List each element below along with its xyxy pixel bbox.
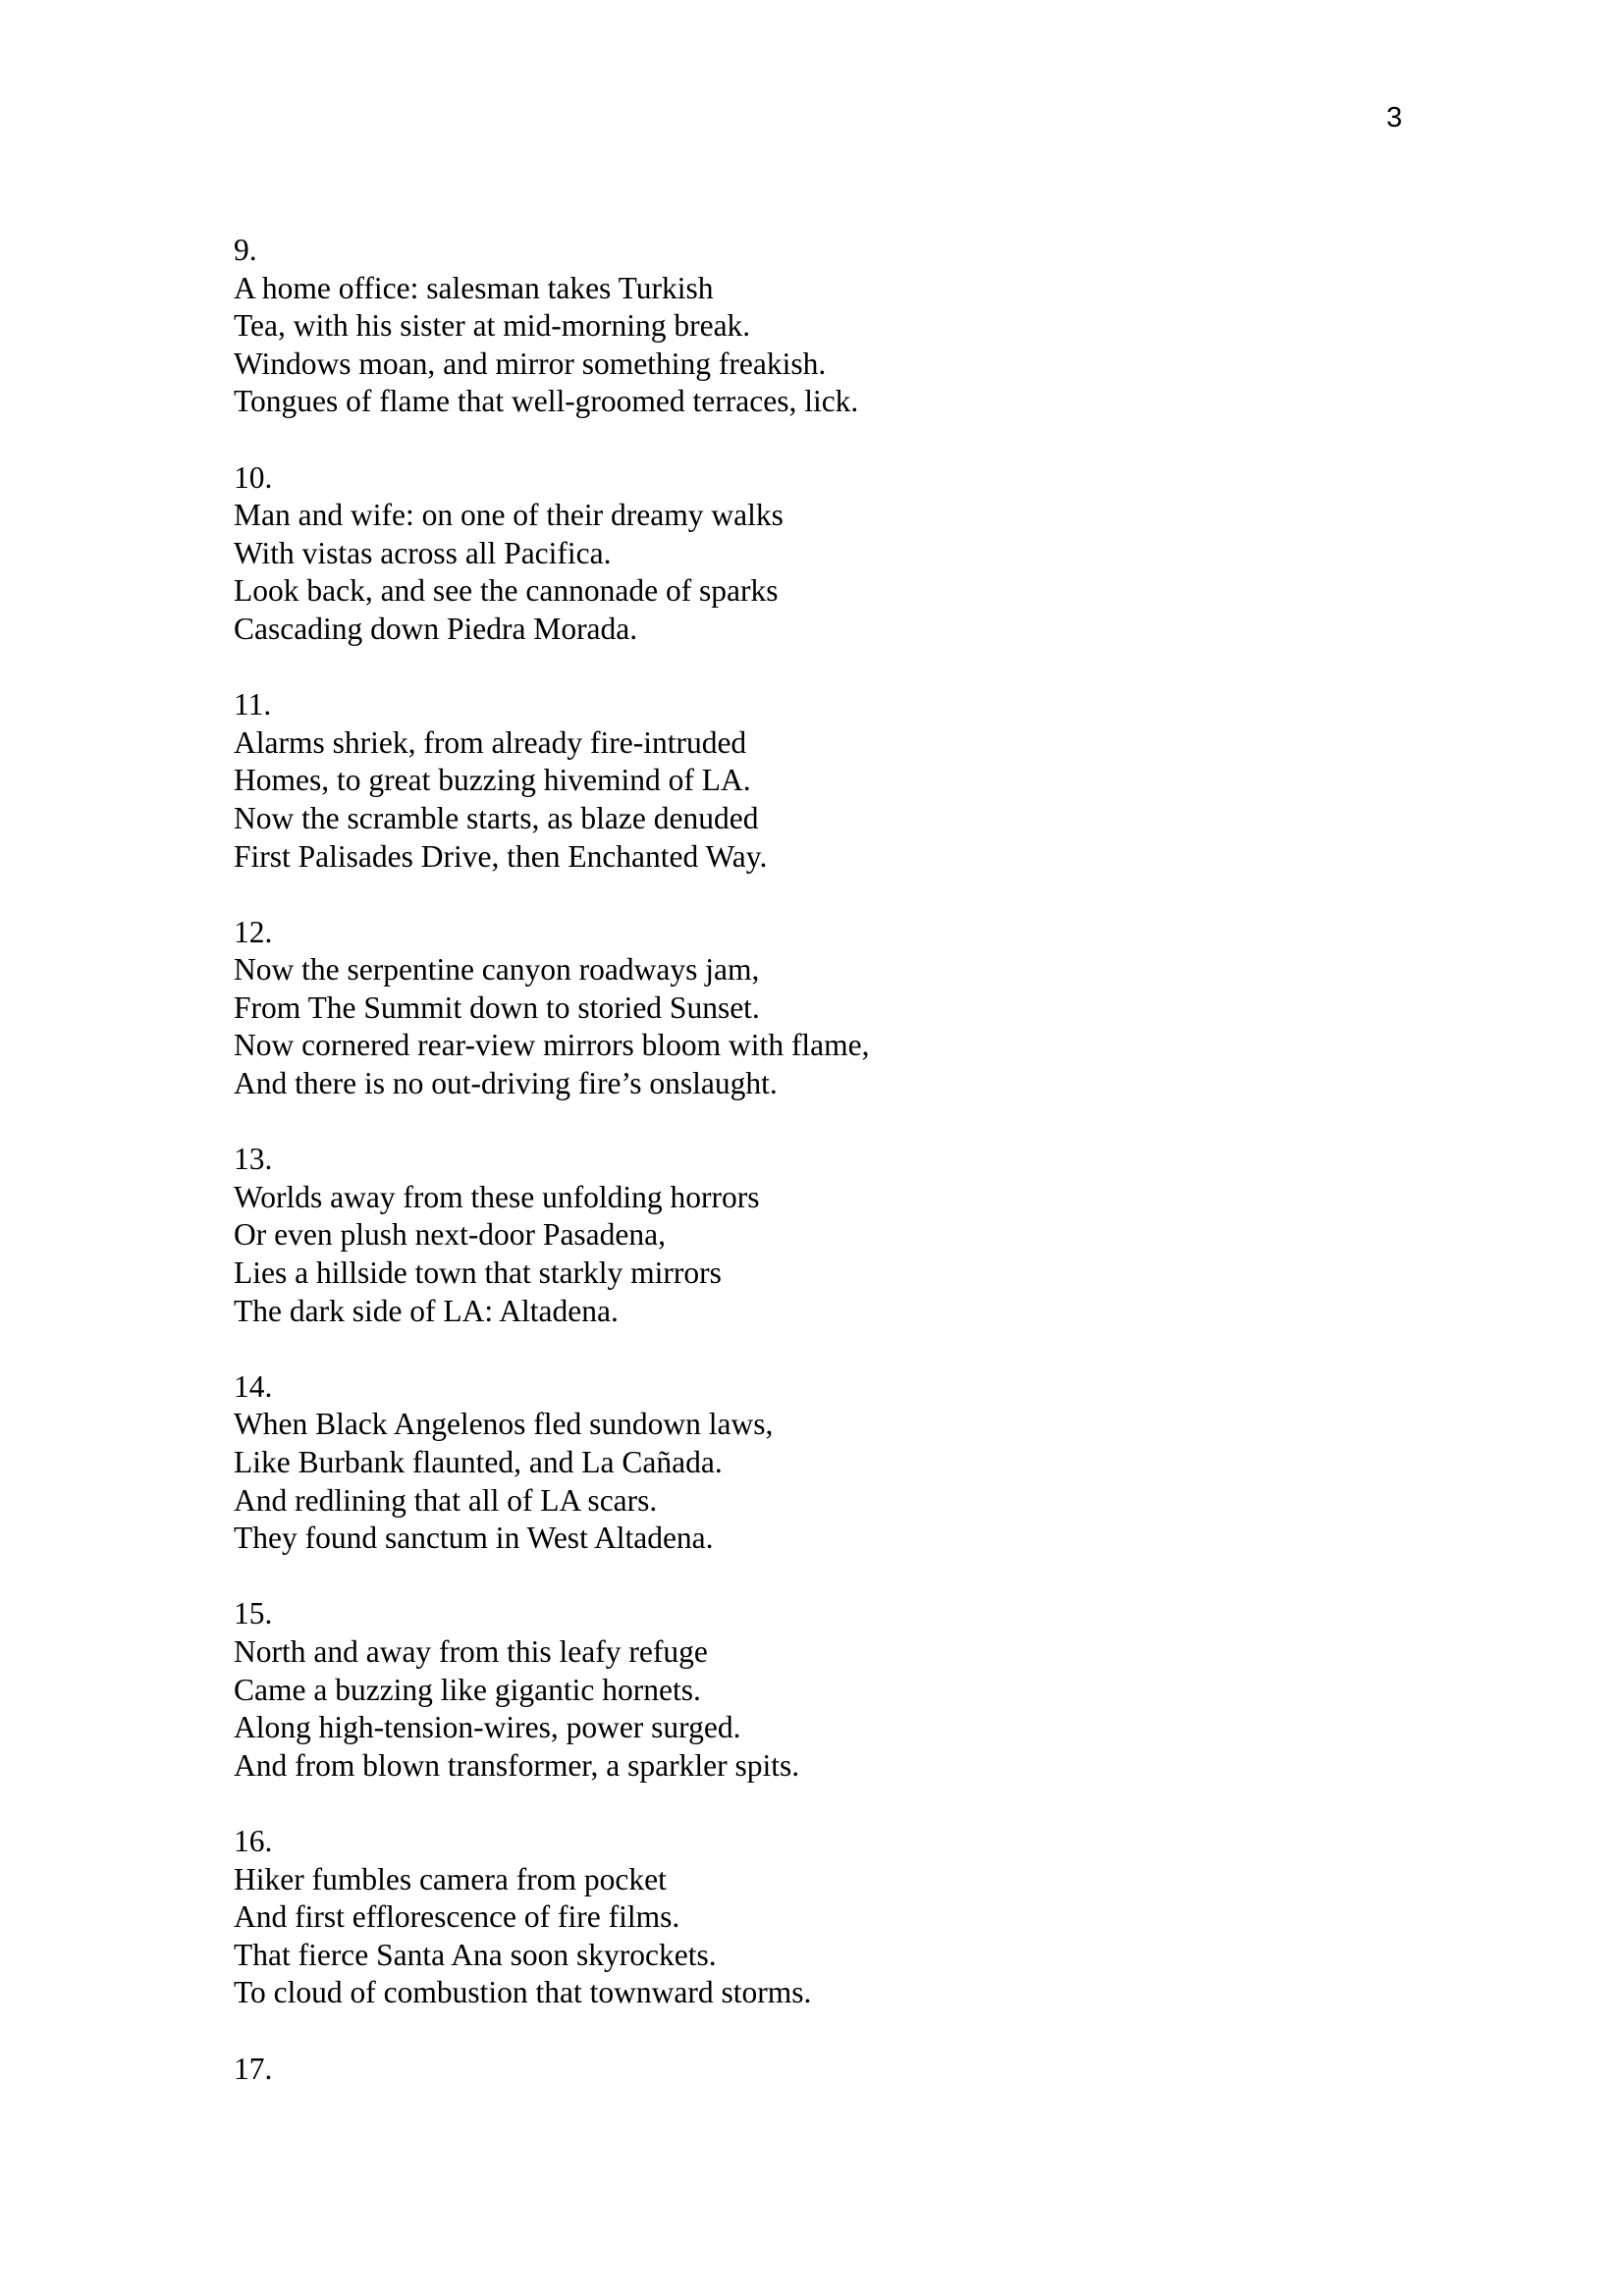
- stanza-number: 13.: [234, 1142, 273, 1177]
- poem-line: North and away from this leafy refuge: [234, 1633, 708, 1669]
- poem-line: Came a buzzing like gigantic hornets.: [234, 1672, 701, 1707]
- poem-line: That fierce Santa Ana soon skyrockets.: [234, 1937, 717, 1972]
- poem-line: With vistas across all Pacifica.: [234, 535, 612, 570]
- poem-line: A home office: salesman takes Turkish: [234, 270, 714, 305]
- stanza-14: [234, 1368, 1412, 1558]
- poem-line: Hiker fumbles camera from pocket: [234, 1861, 667, 1896]
- poem-line: When Black Angelenos fled sundown laws,: [234, 1407, 774, 1442]
- poem-line: Homes, to great buzzing hivemind of LA.: [234, 763, 751, 798]
- poem-line: To cloud of combustion that townward storms.: [234, 1975, 812, 2010]
- stanza-number: 10.: [234, 459, 273, 495]
- stanza-number: 16.: [234, 1823, 273, 1858]
- stanza-10: [234, 459, 1412, 649]
- poem-line: Or even plush next-door Pasadena,: [234, 1217, 667, 1253]
- poem-line: From The Summit down to storied Sunset.: [234, 989, 760, 1025]
- stanza-number: 11.: [234, 687, 272, 722]
- poem-line: Look back, and see the cannonade of sparks: [234, 573, 779, 609]
- poem-line: They found sanctum in West Altadena.: [234, 1521, 714, 1556]
- poem-line: Cascading down Piedra Morada.: [234, 611, 638, 646]
- stanza-number: 12.: [234, 914, 273, 949]
- stanza-number: 14.: [234, 1368, 273, 1404]
- poem-line: Worlds away from these unfolding horrors: [234, 1179, 760, 1214]
- stanza-17: [234, 2051, 1412, 2089]
- stanza-16: [234, 1823, 1412, 2012]
- poem-line: The dark side of LA: Altadena.: [234, 1293, 619, 1328]
- poem-line: And first efflorescence of fire films.: [234, 1899, 680, 1935]
- poem-line: Lies a hillside town that starkly mirrors: [234, 1255, 722, 1291]
- stanza-11: [234, 686, 1412, 876]
- stanza-9: [234, 232, 1412, 421]
- poem-line: First Palisades Drive, then Enchanted Way.: [234, 838, 768, 874]
- stanza-15: [234, 1595, 1412, 1785]
- stanza-number: 9.: [234, 233, 257, 267]
- poem-line: Man and wife: on one of their dreamy walks: [234, 498, 784, 533]
- stanza-13: [234, 1141, 1412, 1330]
- poem-line: And redlining that all of LA scars.: [234, 1482, 658, 1518]
- poem-line: Now cornered rear-view mirrors bloom with flame,: [234, 1028, 870, 1063]
- poem-body: [234, 232, 1412, 2126]
- stanza-number: 17.: [234, 2051, 273, 2086]
- poem-line: Like Burbank flaunted, and La Cañada.: [234, 1445, 723, 1479]
- poem-line: Tongues of flame that well-groomed terraces, lick.: [234, 384, 859, 419]
- page-number: 3: [1386, 102, 1403, 133]
- stanza-number: 15.: [234, 1596, 273, 1631]
- poem-line: And there is no out-driving fire’s onslaught.: [234, 1066, 778, 1101]
- poem-line: Along high-tension-wires, power surged.: [234, 1710, 741, 1745]
- stanza-12: [234, 914, 1412, 1103]
- poem-line: Now the scramble starts, as blaze denuded: [234, 800, 759, 835]
- poem-line: And from blown transformer, a sparkler spits.: [234, 1747, 800, 1783]
- poem-line: Now the serpentine canyon roadways jam,: [234, 952, 760, 988]
- poem-line: Alarms shriek, from already fire-intruded: [234, 724, 747, 760]
- poem-line: Windows moan, and mirror something freakish.: [234, 346, 827, 381]
- poem-line: Tea, with his sister at mid-morning break.: [234, 308, 751, 344]
